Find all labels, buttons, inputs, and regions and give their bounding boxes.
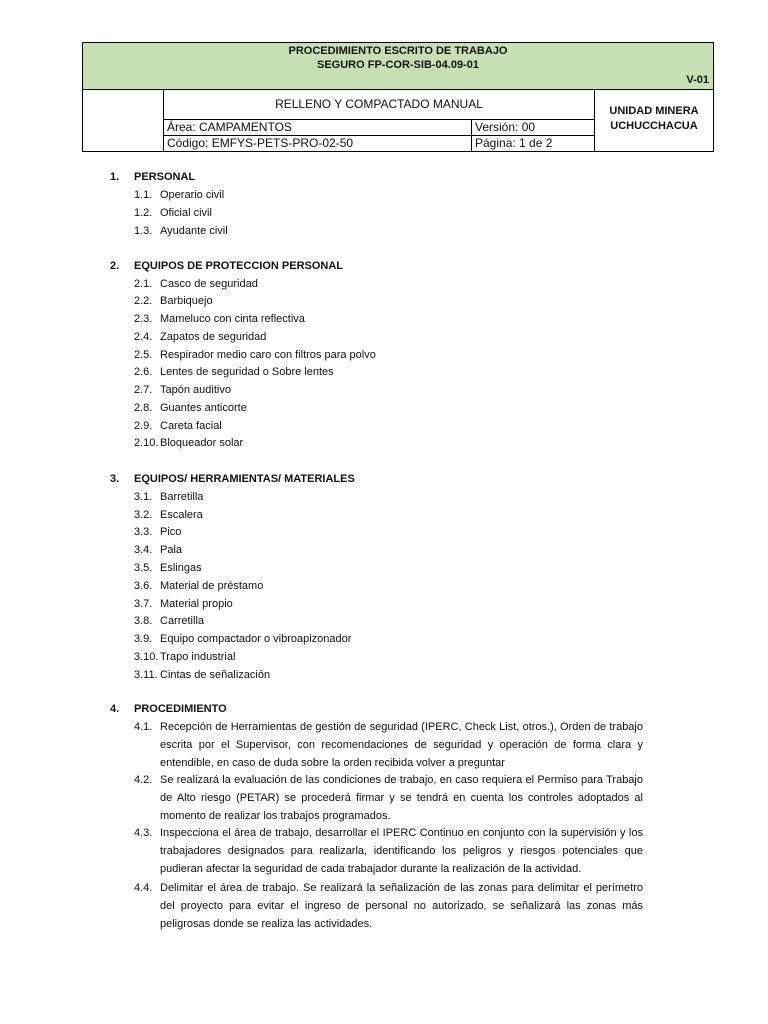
list-item: Lentes de seguridad o Sobre lentes	[160, 366, 334, 378]
list-item-number: 3.4.	[134, 544, 153, 556]
list-item: Respirador medio caro con filtros para polvo	[160, 349, 376, 361]
document-title: RELLENO Y COMPACTADO MANUAL	[164, 89, 594, 120]
list-item-number: 2.4.	[134, 331, 153, 343]
code-field: Código: EMFYS-PETS-PRO-02-50	[167, 136, 354, 150]
list-item: Barretilla	[160, 491, 204, 503]
list-item-number: 2.8.	[134, 402, 153, 414]
list-item-number: 3.6.	[134, 580, 153, 592]
page-field: Página: 1 de 2	[471, 136, 552, 151]
list-item-number: 4.2.	[134, 774, 153, 786]
header-title-line-1: PROCEDIMIENTO ESCRITO DE TRABAJO	[288, 45, 508, 57]
list-item: Mameluco con cinta reflectiva	[160, 313, 305, 325]
list-item: Bloqueador solar	[160, 437, 244, 449]
procedure-step: Delimitar el área de trabajo. Se realizará la señalización de las zonas para delimitar el perímetro del proyecto para evitar el ingreso de personal no autorizado, se señalizará las zonas más peligrosas donde se realiza las actividades.	[160, 882, 643, 930]
list-item-number: 2.3.	[134, 313, 153, 325]
version-field: Versión: 00	[471, 120, 535, 135]
list-item-number: 2.9.	[134, 420, 153, 432]
list-item: Tapón auditivo	[160, 384, 231, 396]
list-item: Guantes anticorte	[160, 402, 247, 414]
list-item: Ayudante civil	[160, 225, 228, 237]
list-item-number: 2.6.	[134, 366, 153, 378]
section-number: 2.	[110, 260, 120, 272]
list-item: Pala	[160, 544, 183, 556]
area-field: Área: CAMPAMENTOS	[167, 120, 292, 134]
list-item-number: 4.4.	[134, 882, 153, 894]
list-item: Cintas de señalización	[160, 669, 271, 681]
list-item: Equipo compactador o vibroapizonador	[160, 633, 352, 645]
list-item-number: 2.1.	[134, 278, 153, 290]
list-item: Zapatos de seguridad	[160, 331, 267, 343]
header-version-tag: V-01	[686, 74, 709, 86]
procedure-step: Inspecciona el área de trabajo, desarrollar el IPERC Continuo en conjunto con la supervisión y los trabajadores designados para realizarla, identificando los peligros y riesgos potenciales que pudieran afectar la seguridad de cada trabajador durante la realización de la actividad.	[160, 827, 643, 875]
procedure-step: Recepción de Herramientas de gestión de seguridad (IPERC, Check List, otros.), Orden de trabajo escrita por el Supervisor, con recomendaciones de seguridad y operación de forma clara y entendible, en caso de duda sobre la orden recibida volver a preguntar	[160, 721, 643, 769]
list-item-number: 1.1.	[134, 189, 153, 201]
list-item: Material propio	[160, 598, 233, 610]
unit-name-line-2: UCHUCCHACUA	[610, 120, 698, 132]
section-number: 4.	[110, 703, 120, 715]
section-number: 3.	[110, 473, 120, 485]
list-item: Escalera	[160, 509, 203, 521]
list-item: Pico	[160, 526, 182, 538]
list-item: Material de préstamo	[160, 580, 264, 592]
list-item-number: 2.5.	[134, 349, 153, 361]
list-item: Eslingas	[160, 562, 202, 574]
header-title-line-2: SEGURO FP-COR-SIB-04.09-01	[317, 59, 479, 71]
list-item-number: 3.5.	[134, 562, 153, 574]
section-title: PERSONAL	[134, 171, 196, 183]
list-item: Casco de seguridad	[160, 278, 258, 290]
list-item-number: 3.3.	[134, 526, 153, 538]
procedure-step: Se realizará la evaluación de las condiciones de trabajo, en caso requiera el Permiso para Trabajo de Alto riesgo (PETAR) se procederá firmar y se tendrá en cuenta los controles adoptados al momento de realizar los trabajos programados.	[160, 774, 643, 822]
list-item: Careta facial	[160, 420, 222, 432]
list-item: Operario civil	[160, 189, 225, 201]
list-item-number: 2.10.	[134, 437, 159, 449]
list-item-number: 2.7.	[134, 384, 153, 396]
list-item-number: 4.1.	[134, 721, 153, 733]
list-item: Barbiquejo	[160, 295, 213, 307]
list-item: Trapo industrial	[160, 651, 236, 663]
list-item-number: 4.3.	[134, 827, 153, 839]
unit-name-line-1: UNIDAD MINERA	[609, 105, 699, 117]
list-item: Oficial civil	[160, 207, 212, 219]
section-title: EQUIPOS DE PROTECCION PERSONAL	[134, 260, 344, 272]
list-item-number: 3.11.	[134, 669, 158, 681]
section-number: 1.	[110, 171, 120, 183]
list-item-number: 1.2.	[134, 207, 153, 219]
list-item-number: 3.7.	[134, 598, 153, 610]
list-item-number: 3.8.	[134, 615, 153, 627]
list-item-number: 3.10.	[134, 651, 159, 663]
list-item-number: 3.9.	[134, 633, 153, 645]
list-item-number: 1.3.	[134, 225, 153, 237]
list-item: Carretilla	[160, 615, 205, 627]
section-title: EQUIPOS/ HERRAMIENTAS/ MATERIALES	[134, 473, 355, 485]
list-item-number: 3.2.	[134, 509, 153, 521]
list-item-number: 2.2.	[134, 295, 153, 307]
section-title: PROCEDIMIENTO	[134, 703, 227, 715]
list-item-number: 3.1.	[134, 491, 153, 503]
